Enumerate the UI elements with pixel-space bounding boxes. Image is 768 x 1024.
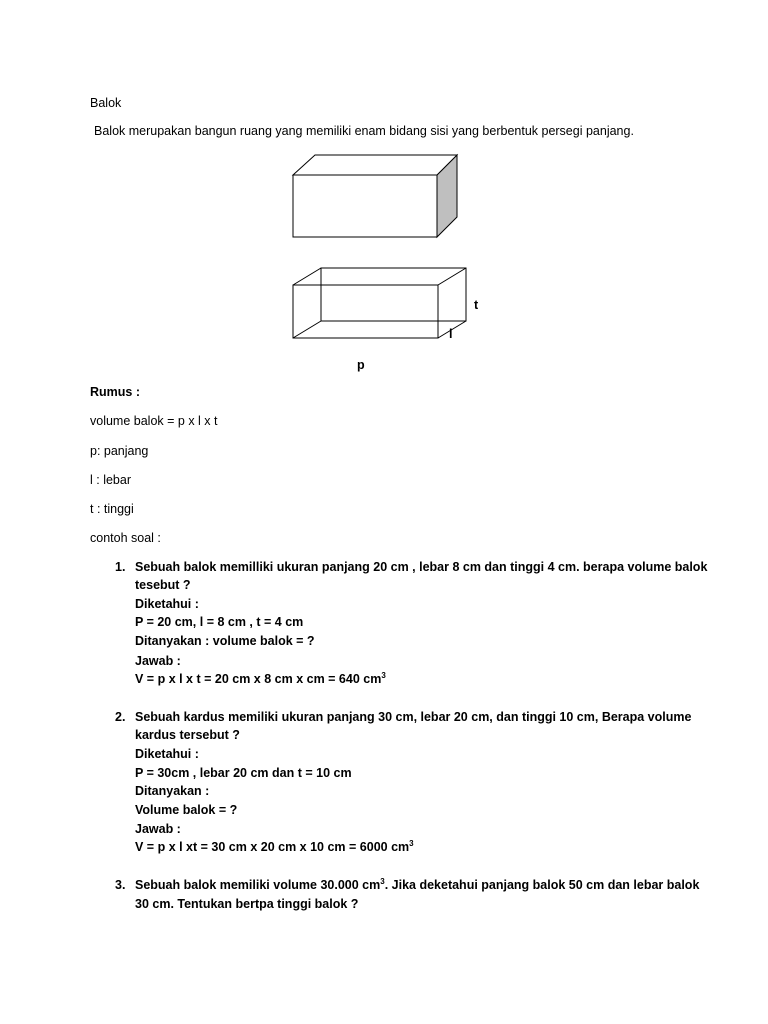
label-p: p (357, 358, 365, 372)
formula-t: t : tinggi (90, 502, 134, 516)
problem-3-question: Sebuah balok memiliki volume 30.000 $cm^3$. Jika deketahui panjang balok 50 cm dan lebar balok (135, 876, 700, 892)
intro-text: Balok merupakan bangun ruang yang memiliki enam bidang sisi yang berbentuk persegi panjang. (94, 124, 634, 138)
formula-p: p: panjang (90, 444, 149, 458)
problem-2-jawab-label: Jawab : (135, 822, 181, 836)
formula-l: l : lebar (90, 473, 131, 487)
problem-3-number: 3. (115, 878, 126, 892)
problem-1-jawab: V = p x l x t = 20 cm x 8 cm x cm = 640 $cm^3$ (135, 670, 386, 686)
problem-1-number: 1. (115, 560, 126, 574)
problem-2-ditanyakan-label: Ditanyakan : (135, 784, 210, 798)
problem-2-question-cont: kardus tersebut ? (135, 728, 240, 742)
wireframe-edge (293, 268, 321, 285)
page-title: Balok (90, 96, 122, 110)
examples-heading: contoh soal : (90, 531, 161, 545)
problem-2-diketahui: P = 30cm , lebar 20 cm dan t = 10 cm (135, 766, 352, 780)
wireframe-front-face (293, 285, 438, 338)
wireframe-back-face (321, 268, 466, 321)
formula-volume: volume balok = p x l x t (90, 414, 218, 428)
problem-2-question: Sebuah kardus memiliki ukuran panjang 30 cm, lebar 20 cm, dan tinggi 10 cm, Berapa volume (135, 710, 692, 724)
wireframe-edge (438, 268, 466, 285)
problem-2-jawab: V = p x l xt = 30 cm x 20 cm x 10 cm = 6000 $cm^3$ (135, 838, 414, 854)
problem-1-jawab-label: Jawab : (135, 654, 181, 668)
problem-1-diketahui: P = 20 cm, l = 8 cm , t = 4 cm (135, 615, 304, 629)
problem-1-question-cont: tesebut ? (135, 578, 191, 592)
problem-2-ditanyakan: Volume balok = ? (135, 803, 238, 817)
problem-1-diketahui-label: Diketahui : (135, 597, 199, 611)
problem-2-number: 2. (115, 710, 126, 724)
label-t: t (474, 298, 479, 312)
problem-2-diketahui-label: Diketahui : (135, 747, 199, 761)
label-l: l (449, 327, 453, 341)
problem-3-question-cont: 30 cm. Tentukan bertpa tinggi balok ? (135, 897, 359, 911)
wireframe-edge (293, 321, 321, 338)
problem-1-ditanyakan: Ditanyakan : volume balok = ? (135, 634, 315, 648)
formula-heading: Rumus : (90, 385, 140, 399)
problem-1-question: Sebuah balok memilliki ukuran panjang 20 cm , lebar 8 cm dan tinggi 4 cm. berapa volume balok (135, 560, 708, 574)
